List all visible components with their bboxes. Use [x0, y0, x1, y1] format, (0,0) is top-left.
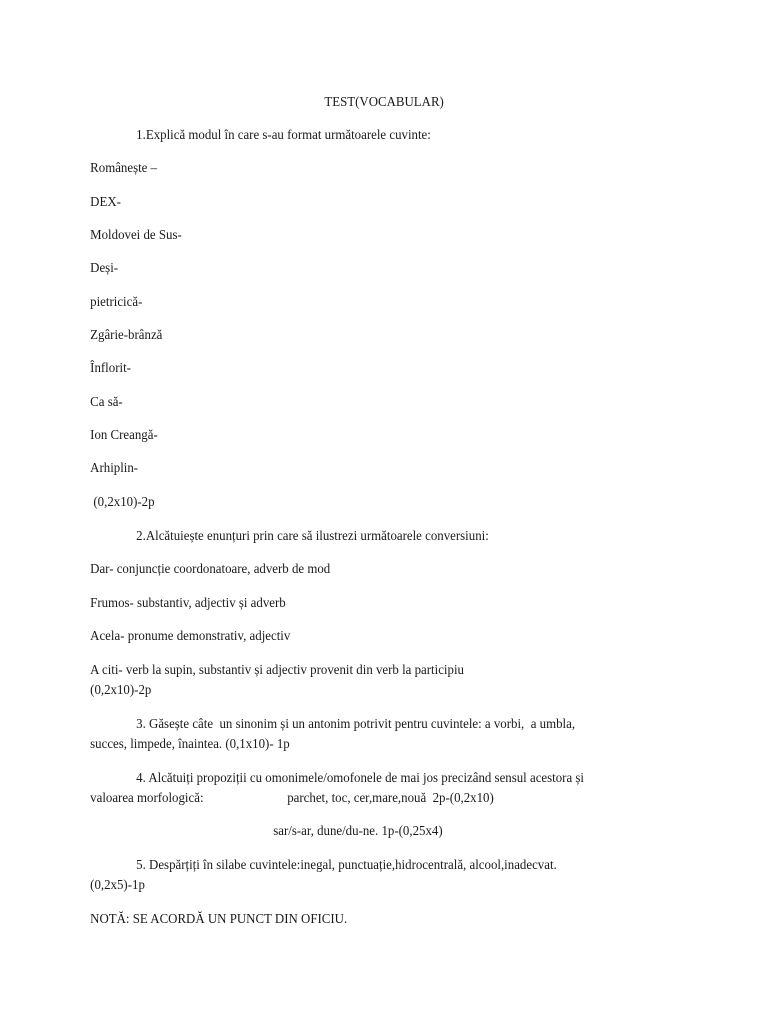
- q3-line: 3. Găsește câte un sinonim și un antonim potrivit pentru cuvintele: a vorbi, a umbla,: [136, 717, 576, 732]
- q2-item: Dar- conjuncție coordonatoare, adverb de mod: [90, 562, 331, 577]
- q2-item: A citi- verb la supin, substantiv și adjectiv provenit din verb la participiu: [90, 663, 464, 678]
- q1-prompt: 1.Explică modul în care s-au format următoarele cuvinte:: [136, 128, 431, 143]
- q1-word: Înflorit-: [90, 361, 131, 376]
- q4-line: sar/s-ar, dune/du-ne. 1p-(0,25x4): [273, 824, 443, 839]
- q1-word: Ca să-: [90, 395, 123, 410]
- q2-score: (0,2x10)-2p: [90, 683, 152, 698]
- q4-line: valoarea morfologică: parchet, toc, cer,mare,nouă 2p-(0,2x10): [90, 791, 494, 806]
- footer-note: NOTĂ: SE ACORDĂ UN PUNCT DIN OFICIU.: [90, 912, 348, 927]
- q5-line: (0,2x5)-1p: [90, 878, 145, 893]
- q1-word: Deși-: [90, 261, 119, 276]
- q1-word: DEX-: [90, 195, 121, 210]
- q1-word: Zgârie-brânză: [90, 328, 163, 343]
- q2-prompt: 2.Alcătuiește enunțuri prin care să ilustrezi următoarele conversiuni:: [136, 529, 489, 544]
- document-title: TEST(VOCABULAR): [324, 95, 444, 110]
- q2-item: Frumos- substantiv, adjectiv și adverb: [90, 596, 286, 611]
- q4-line: 4. Alcătuiți propoziții cu omonimele/omofonele de mai jos precizând sensul acestora și: [136, 771, 584, 786]
- q1-word: Arhiplin-: [90, 461, 139, 476]
- q1-word: Moldovei de Sus-: [90, 228, 182, 243]
- q1-word: Românește –: [90, 161, 158, 176]
- q1-score: (0,2x10)-2p: [90, 495, 155, 510]
- q1-word: Ion Creangă-: [90, 428, 158, 443]
- q2-item: Acela- pronume demonstrativ, adjectiv: [90, 629, 291, 644]
- q5-line: 5. Despărțiți în silabe cuvintele:inegal, punctuație,hidrocentrală, alcool,inadecvat.: [136, 858, 557, 873]
- q1-word: pietricică-: [90, 295, 143, 310]
- q3-line: succes, limpede, înaintea. (0,1x10)- 1p: [90, 737, 290, 752]
